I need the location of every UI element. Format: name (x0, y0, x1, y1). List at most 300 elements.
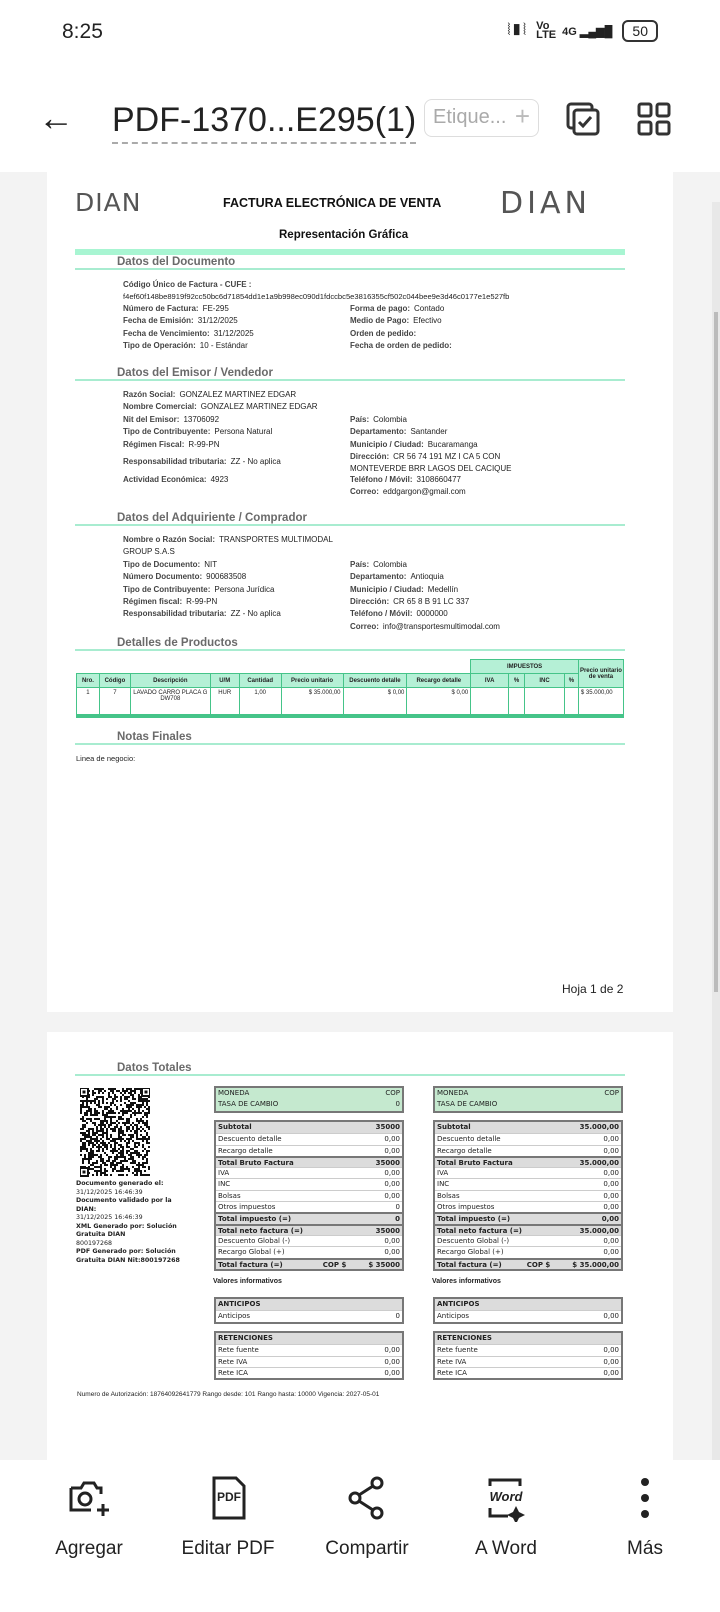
right-retenciones-table (433, 1331, 623, 1380)
field-cell (350, 389, 643, 401)
row-value: 0,00 (603, 1368, 619, 1377)
field-cell (350, 596, 643, 608)
field-label: Teléfono / Móvil: (350, 475, 413, 485)
row-label: Bolsas (437, 1191, 460, 1200)
table-cell: 1 (77, 688, 100, 716)
field-label: Teléfono / Móvil: (350, 609, 413, 619)
table-row (435, 1212, 621, 1223)
table-row (216, 1088, 402, 1099)
field-label: Correo: (350, 621, 379, 631)
row-value: $ 35.000,00 (572, 1260, 619, 1269)
page-number: Hoja 1 de 2 (562, 982, 624, 996)
table-cell (525, 688, 565, 716)
row-label: Total neto factura (=) (437, 1226, 523, 1235)
field-row (123, 474, 643, 486)
field-row (123, 303, 643, 315)
tag-placeholder: Etique... (433, 106, 507, 128)
field-row (123, 608, 643, 620)
generation-line: Documento generado el: (76, 1180, 164, 1187)
field-value: ZZ - No aplica (230, 457, 281, 467)
field-label: Municipio / Ciudad: (350, 439, 424, 449)
table-row (435, 1299, 621, 1310)
row-label: Rete fuente (437, 1346, 478, 1355)
table-row (216, 1310, 402, 1321)
left-retenciones-table (214, 1331, 404, 1380)
table-row (216, 1145, 402, 1156)
field-cell (123, 456, 350, 468)
table-row (435, 1333, 621, 1344)
field-row (123, 596, 643, 608)
row-label: Recargo Global (+) (437, 1248, 504, 1257)
header-precio-venta: Precio unitario de venta (578, 660, 623, 688)
column-header: INC (525, 674, 565, 688)
field-value: 0000000 (416, 609, 448, 619)
table-row (216, 1235, 402, 1246)
row-label: Total factura (=) (218, 1260, 283, 1269)
field-cell (123, 426, 350, 438)
more-vertical-icon (580, 1474, 710, 1522)
field-cell (123, 584, 350, 596)
volte-icon: Vo LTE (536, 20, 557, 41)
table-cell: HUR (210, 688, 239, 716)
header-impuestos: IMPUESTOS (471, 660, 579, 674)
row-label: Total impuesto (=) (218, 1215, 292, 1224)
field-cell (350, 621, 643, 633)
field-value: Santander (410, 427, 448, 437)
table-row (216, 1167, 402, 1178)
generation-line: 800197268 (76, 1239, 113, 1247)
table-row (435, 1133, 621, 1144)
cufe-value: f4ef60f148be8919f92cc50bc6d71854dd1e1a9b998ec090d1fdccbc5e3816355cf502c044bee9e3d46c0177e1e527fb (123, 292, 510, 301)
generation-line: PDF Generado por: Solución Gratuita DIAN Nit:800197268 (76, 1248, 180, 1264)
row-label: IVA (437, 1169, 449, 1178)
row-value: $ 35000 (368, 1260, 400, 1269)
grid-view-icon[interactable] (637, 102, 671, 136)
field-row (123, 328, 643, 340)
row-label: Descuento detalle (218, 1135, 282, 1144)
field-value: 13706092 (183, 414, 220, 424)
field-cell (123, 608, 350, 620)
field-label: Régimen fiscal: (123, 597, 183, 607)
right-moneda-table (433, 1086, 623, 1113)
row-currency: COP $ (322, 1260, 347, 1269)
field-value: info@transportesmultimodal.com (382, 621, 500, 631)
field-row (123, 340, 643, 352)
row-value: 0 (395, 1312, 400, 1321)
button-label: Editar PDF (181, 1538, 275, 1559)
left-moneda-table (214, 1086, 404, 1113)
field-label: Orden de pedido: (350, 328, 417, 338)
vibrate-icon: ⦚▮⦚ (507, 22, 527, 39)
field-value: Persona Natural (214, 427, 273, 437)
button-label: Más (627, 1538, 663, 1559)
row-value: 0 (395, 1100, 400, 1109)
row-label: Descuento Global (-) (218, 1236, 291, 1245)
field-cell (123, 621, 350, 633)
table-row (435, 1310, 621, 1321)
field-row (123, 401, 643, 413)
table-row (216, 1178, 402, 1189)
table-row (216, 1246, 402, 1257)
row-label: Bolsas (218, 1191, 241, 1200)
row-label: Subtotal (437, 1123, 471, 1131)
row-value: 0,00 (603, 1203, 619, 1212)
field-cell (350, 474, 643, 486)
tag-input[interactable] (424, 99, 539, 137)
pdf-viewer[interactable] (0, 172, 720, 1460)
row-value: 0,00 (384, 1169, 400, 1178)
valores-informativos-left: Valores informativos (213, 1278, 282, 1285)
row-value: 0,00 (603, 1180, 619, 1189)
button-label: Compartir (325, 1538, 409, 1559)
field-value: Medellín (427, 584, 459, 594)
table-row (435, 1224, 621, 1235)
agregar-button[interactable] (24, 1474, 154, 1560)
table-row (216, 1122, 402, 1133)
field-value: 31/12/2025 (213, 328, 254, 338)
field-cell (350, 451, 643, 474)
field-row (123, 389, 643, 401)
table-row (435, 1088, 621, 1099)
field-cell (350, 608, 643, 620)
field-cell (350, 584, 643, 596)
field-cell (123, 303, 350, 315)
field-label: Dirección: (350, 452, 390, 462)
field-row (123, 315, 643, 327)
row-label: Rete ICA (437, 1368, 467, 1377)
column-header: Descuento detalle (343, 674, 407, 688)
table-row (216, 1367, 402, 1378)
m-s-button[interactable] (580, 1474, 710, 1560)
row-value: 35000 (375, 1123, 400, 1131)
column-header: % (509, 674, 525, 688)
row-value: 0,00 (384, 1248, 400, 1257)
row-value: 0,00 (384, 1368, 400, 1377)
section-adquiriente: Datos del Adquiriente / Comprador (75, 512, 625, 526)
column-header: Precio unitario (281, 674, 343, 688)
row-value: 0,00 (384, 1146, 400, 1155)
row-label: Total Bruto Factura (437, 1158, 513, 1167)
field-label: Nombre Comercial: (123, 402, 197, 412)
field-cell (123, 571, 350, 583)
row-value: COP (604, 1089, 619, 1097)
field-cell (350, 486, 643, 498)
left-anticipos-table (214, 1297, 404, 1324)
pdf-edit-icon (163, 1474, 293, 1522)
field-value: ZZ - No aplica (230, 609, 281, 619)
field-cell (123, 596, 350, 608)
row-label: INC (218, 1180, 231, 1189)
battery-icon: 50 (622, 20, 658, 42)
row-value: 0,00 (603, 1357, 619, 1366)
row-label: Rete fuente (218, 1346, 259, 1355)
field-label: Tipo de Documento: (123, 559, 201, 569)
row-value: 0,00 (603, 1312, 619, 1321)
table-row (435, 1099, 621, 1110)
table-row (435, 1190, 621, 1201)
section-productos: Detalles de Productos (75, 637, 625, 651)
row-label: Descuento detalle (437, 1135, 501, 1144)
row-label: Total factura (=) (437, 1260, 502, 1269)
status-bar (0, 0, 720, 62)
table-row (435, 1356, 621, 1367)
table-cell: LAVADO CARRO PLACA G DW708 (130, 688, 210, 716)
field-label: Tipo de Operación: (123, 341, 196, 351)
row-label: TASA DE CAMBIO (437, 1100, 498, 1109)
table-row (216, 1333, 402, 1344)
row-label: Total impuesto (=) (437, 1215, 511, 1224)
table-cell: 1,00 (239, 688, 281, 716)
field-label: Responsabilidad tributaria: (123, 609, 227, 619)
generation-line: 31/12/2025 16:46:39 (76, 1188, 143, 1196)
field-cell (123, 534, 350, 559)
generation-line: 31/12/2025 16:46:39 (76, 1214, 143, 1221)
pdf-page-1 (47, 172, 673, 1012)
table-row (216, 1212, 402, 1223)
field-cell (123, 559, 350, 571)
field-cell (350, 559, 643, 571)
a-word-button[interactable] (441, 1474, 571, 1560)
field-cell (350, 401, 643, 413)
signal-icon: 4G ▂▄▆█ (562, 25, 613, 38)
field-value: 10 - Estándar (199, 341, 248, 351)
table-row (435, 1246, 621, 1257)
row-value: 0,00 (603, 1146, 619, 1155)
document-fields (123, 279, 643, 353)
table-row (435, 1178, 621, 1189)
row-value: 0,00 (603, 1191, 619, 1200)
table-row (435, 1167, 621, 1178)
field-row (123, 439, 643, 451)
row-value: 0,00 (384, 1236, 400, 1245)
table-row (435, 1258, 621, 1269)
multi-select-icon[interactable] (566, 102, 600, 136)
field-label: País: (350, 559, 370, 569)
row-value: 35000 (375, 1158, 400, 1167)
field-cell (123, 414, 350, 426)
field-cell (123, 340, 350, 352)
row-label: ANTICIPOS (437, 1300, 480, 1308)
field-row (123, 584, 643, 596)
field-value: 3108660477 (416, 475, 462, 485)
generation-line: Documento validado por la DIAN: (76, 1197, 172, 1213)
field-label: Tipo de Contribuyente: (123, 584, 211, 594)
field-cell (350, 328, 643, 340)
column-header: Código (99, 674, 130, 688)
linea-negocio: Linea de negocio: (76, 754, 136, 763)
table-cell: 7 (99, 688, 130, 716)
row-value: 0,00 (601, 1215, 619, 1224)
bottom-action-bar (0, 1460, 720, 1612)
field-value: FE-295 (202, 304, 229, 313)
table-cell (509, 688, 525, 716)
field-label: Departamento: (350, 427, 407, 437)
row-label: Recargo detalle (437, 1146, 492, 1155)
field-cell (350, 340, 643, 352)
row-label: Anticipos (218, 1312, 251, 1321)
field-label: Correo: (350, 487, 379, 497)
field-value: Persona Jurídica (214, 584, 275, 594)
field-label: Responsabilidad tributaria: (123, 457, 227, 467)
invoice-subtitle: Representación Gráfica (279, 229, 409, 241)
field-label: Nit del Emisor: (123, 414, 180, 424)
column-header: U/M (210, 674, 239, 688)
table-row (435, 1344, 621, 1355)
button-label: Agregar (55, 1538, 123, 1559)
valores-informativos-right: Valores informativos (432, 1278, 501, 1285)
field-cell (350, 303, 643, 315)
table-cell: $ 0,00 (407, 688, 471, 716)
button-label: A Word (475, 1538, 537, 1559)
row-value: 0,00 (384, 1357, 400, 1366)
table-row (216, 1201, 402, 1212)
table-row (216, 1344, 402, 1355)
products-table (76, 659, 624, 718)
field-label: Dirección: (350, 597, 390, 607)
row-currency: COP $ (526, 1260, 551, 1269)
row-label: MONEDA (437, 1089, 469, 1097)
field-cell (123, 389, 350, 401)
field-label: Tipo de Contribuyente: (123, 427, 211, 437)
table-row (216, 1299, 402, 1310)
row-label: Rete ICA (218, 1368, 248, 1377)
invoice-title: FACTURA ELECTRÓNICA DE VENTA (223, 196, 442, 210)
column-header: Recargo detalle (407, 674, 471, 688)
row-label: INC (437, 1180, 450, 1189)
field-label: Número Documento: (123, 572, 203, 582)
row-label: ANTICIPOS (218, 1300, 261, 1308)
field-cell (123, 474, 350, 486)
row-label: TASA DE CAMBIO (218, 1100, 279, 1109)
field-cell (350, 439, 643, 451)
svg-text:Word: Word (489, 1489, 523, 1504)
compartir-button[interactable] (302, 1474, 432, 1560)
field-label: Departamento: (350, 572, 407, 582)
field-cell (350, 414, 643, 426)
document-title[interactable]: PDF-1370...E295(1) (112, 100, 416, 144)
network-type: 4G (562, 25, 577, 38)
field-label: Fecha de orden de pedido: (350, 341, 452, 351)
generation-info (76, 1180, 186, 1265)
row-value: 0,00 (603, 1346, 619, 1355)
table-row (216, 1190, 402, 1201)
field-cell (350, 534, 643, 559)
row-label: Otros impuestos (437, 1203, 495, 1212)
row-value: 0,00 (384, 1191, 400, 1200)
green-divider (75, 249, 625, 255)
scrollbar[interactable] (712, 202, 720, 1462)
field-cell (123, 315, 350, 327)
generation-line: XML Generado por: Solución Gratuita DIAN (76, 1222, 177, 1238)
share-icon (302, 1474, 432, 1522)
adquiriente-fields (123, 534, 643, 633)
row-value: 0,00 (384, 1180, 400, 1189)
field-value: 4923 (210, 475, 229, 485)
row-value: 35.000,00 (579, 1226, 619, 1235)
word-convert-icon (441, 1474, 571, 1522)
table-row (77, 688, 624, 716)
field-value: CR 65 8 B 91 LC 337 (393, 597, 470, 607)
section-document: Datos del Documento (75, 256, 625, 270)
status-icons (507, 20, 658, 42)
row-label: Descuento Global (-) (437, 1236, 510, 1245)
field-label: Régimen Fiscal: (123, 439, 185, 449)
clock: 8:25 (62, 20, 103, 43)
field-value: 900683508 (206, 572, 247, 582)
row-value: 0,00 (603, 1248, 619, 1257)
row-value: 0,00 (603, 1135, 619, 1144)
field-label: Nombre o Razón Social: (123, 535, 216, 544)
autorizacion-text: Numero de Autorización: 18764092641779 Rango desde: 101 Rango hasta: 10000 Vigencia: 2027-05-01 (77, 1391, 380, 1398)
editar-pdf-button[interactable] (163, 1474, 293, 1560)
field-row (123, 621, 643, 633)
section-totales: Datos Totales (75, 1062, 625, 1076)
table-row (435, 1145, 621, 1156)
field-cell (123, 328, 350, 340)
row-label: MONEDA (218, 1089, 250, 1097)
field-label: Actividad Económica: (123, 475, 207, 485)
dian-logo-right: DIAN (500, 186, 591, 221)
field-label: Razón Social: (123, 390, 176, 399)
field-cell (123, 439, 350, 451)
right-anticipos-table (433, 1297, 623, 1324)
row-value: 0,00 (603, 1236, 619, 1245)
section-emisor: Datos del Emisor / Vendedor (75, 367, 625, 381)
field-label: Fecha de Vencimiento: (123, 328, 210, 338)
table-row (216, 1258, 402, 1269)
plus-icon: + (514, 101, 530, 131)
field-value: Contado (414, 304, 445, 313)
field-label: Fecha de Emisión: (123, 316, 194, 326)
field-value: TRANSPORTES MULTIMODAL GROUP S.A.S (123, 535, 333, 557)
dian-logo-left: DIAN (75, 188, 142, 217)
table-cell: $ 35.000,00 (281, 688, 343, 716)
field-row (123, 534, 643, 559)
pdf-page-2 (47, 1032, 673, 1460)
table-row (435, 1201, 621, 1212)
row-label: RETENCIONES (218, 1334, 273, 1342)
field-value: GONZALEZ MARTINEZ EDGAR (200, 402, 318, 412)
field-cell (123, 486, 350, 498)
table-cell (564, 688, 578, 716)
field-value: R-99-PN (186, 597, 218, 607)
field-cell (350, 315, 643, 327)
table-row (435, 1235, 621, 1246)
field-value: Antioquia (410, 572, 444, 582)
table-row (435, 1367, 621, 1378)
row-label: Rete IVA (218, 1357, 248, 1366)
field-value: 31/12/2025 (197, 316, 238, 326)
back-arrow-icon[interactable]: ← (38, 97, 74, 138)
table-row (216, 1224, 402, 1235)
row-value: 0,00 (384, 1135, 400, 1144)
table-row (216, 1133, 402, 1144)
section-notas: Notas Finales (75, 731, 625, 745)
row-value: 0,00 (384, 1346, 400, 1355)
header-spacer (77, 660, 471, 674)
table-row (435, 1156, 621, 1167)
field-value: eddgargon@gmail.com (382, 487, 466, 497)
table-cell: $ 0,00 (343, 688, 407, 716)
table-row (216, 1156, 402, 1167)
left-totals-table (214, 1120, 404, 1271)
table-cell: $ 35.000,00 (578, 688, 623, 716)
table-cell (471, 688, 509, 716)
column-header: % (564, 674, 578, 688)
field-value: Colombia (373, 414, 407, 424)
column-header: IVA (471, 674, 509, 688)
field-value: Efectivo (413, 316, 442, 326)
